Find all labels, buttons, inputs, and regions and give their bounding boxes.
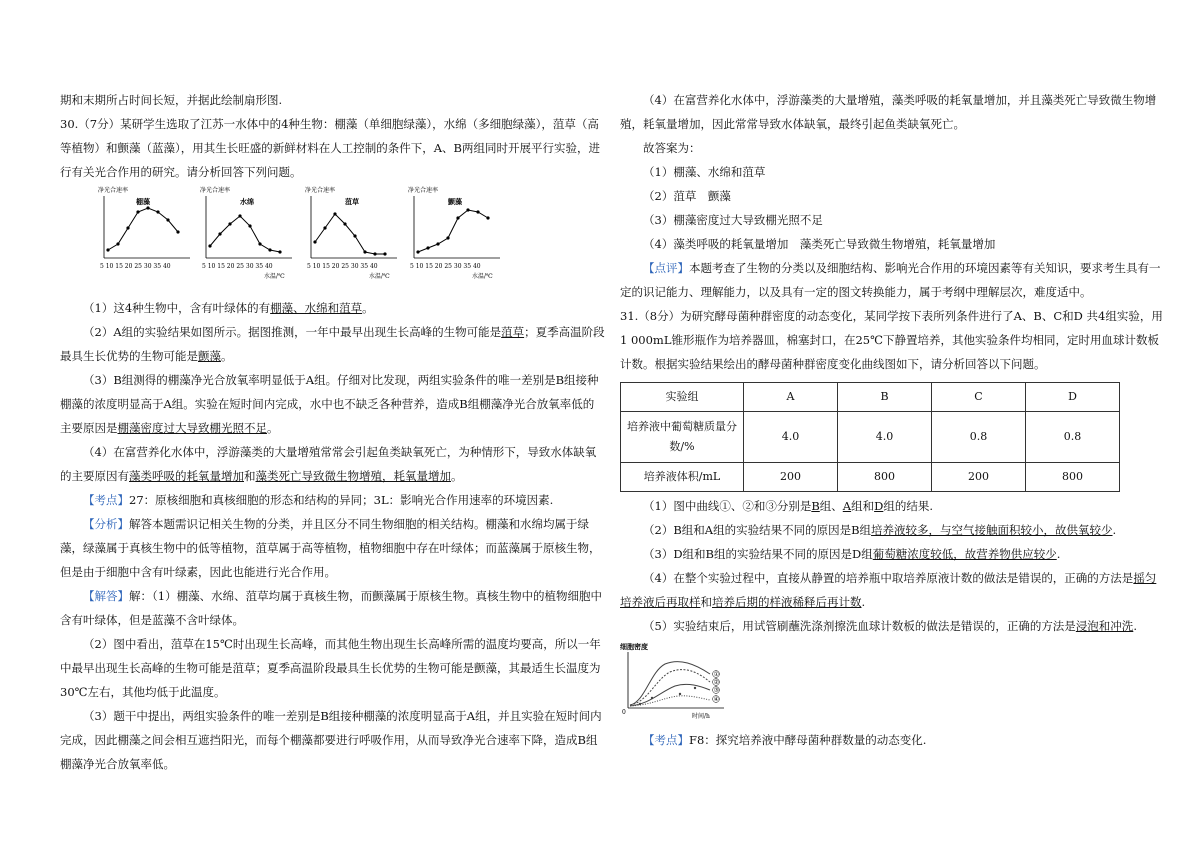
table-cell: A xyxy=(744,383,838,412)
answer-blank: 培养后期的样液稀释后再计数 xyxy=(712,595,862,609)
table-cell: C xyxy=(932,383,1026,412)
answer-blank: 藻类呼吸的耗氧量增加 xyxy=(129,469,244,483)
chart-ylabel: 净光合速率 xyxy=(98,187,129,194)
chart-title: 菹草 xyxy=(345,197,359,206)
chart-title: 棚藻 xyxy=(136,197,150,206)
kaodian-tag: 【考点】 xyxy=(643,733,689,747)
question-31: 31.（8分）为研究酵母菌种群密度的动态变化，某同学按下表所列条件进行了A、B、C和D 共4组实验，用1 000mL锥形瓶作为培养器皿，棉塞封口，在25℃下静置培养，其他实验条件均相同，定时用血球计数板计数。根据实验结果绘出的酵母菌种群密度变化曲线图如下，请分析回答以下问题。 xyxy=(620,309,1163,371)
experiment-table xyxy=(620,382,1120,492)
answer-1: （1）棚藻、水绵和菹草 xyxy=(643,165,766,179)
table-cell: 培养液中葡萄糖质量分数/% xyxy=(621,412,744,463)
sub-question-1: （1）这4种生物中，含有叶绿体的有棚藻、水绵和菹草。 xyxy=(83,301,374,315)
chart-xlabel: 水温/℃ xyxy=(472,273,493,280)
answer-blank: 培养液较多，与空气接触面积较小，故供氧较少 xyxy=(871,523,1113,537)
answer-blank: 摇匀培养液后再取样 xyxy=(620,571,1157,609)
answer-blank: B xyxy=(811,499,820,513)
dianping: 【点评】本题考查了生物的分类以及细胞结构、影响光合作用的环境因素等有关知识，要求考生具有一定的识记能力、理解能力，以及具有一定的图文转换能力，属于考纲中理解层次，难度适中。 xyxy=(620,261,1161,299)
answer-2: （2）菹草 颤藻 xyxy=(643,189,731,203)
chart-pengzao xyxy=(98,186,193,281)
answer-blank: 浸泡和冲洗 xyxy=(1075,619,1134,633)
jieda: 【解答】解：（1）棚藻、水绵、菹草均属于真核生物，而颤藻属于原核生物。真核生物中的植物细胞中含有叶绿体，但是蓝藻不含叶绿体。 xyxy=(60,589,603,627)
jieda-tag: 【解答】 xyxy=(83,589,129,603)
kaodian-tag: 【考点】 xyxy=(83,493,129,507)
chart-ylabel: 净光合速率 xyxy=(408,187,439,194)
chart-ticks: 5 10 15 20 25 30 35 40 xyxy=(202,263,273,270)
table-cell: 200 xyxy=(932,463,1026,492)
paragraph: 期和末期所占时间长短，并据此绘制扇形图. xyxy=(60,93,283,107)
table-row xyxy=(621,463,1120,492)
left-column xyxy=(60,88,605,776)
fenxi: 【分析】解答本题需识记相关生物的分类，并且区分不同生物细胞的相关结构。棚藻和水绵均属于绿藻，绿藻属于真核生物中的低等植物，菹草属于高等植物，植物细胞中存在叶绿体；而蓝藻属于原核生物，但是由于细胞中含有叶绿素，因此也能进行光合作用。 xyxy=(60,517,601,579)
chart-ticks: 5 10 15 20 25 30 35 40 xyxy=(100,263,171,270)
table-cell: 200 xyxy=(744,463,838,492)
sub-answer-3: （3）D组和B组的实验结果不同的原因是D组葡萄糖浓度较低，故营养物供应较少. xyxy=(643,547,1061,561)
kaodian-31: 【考点】F8：探究培养液中酵母菌种群数量的动态变化. xyxy=(643,733,927,747)
chart-ylabel: 细胞密度 xyxy=(620,642,648,651)
table-cell: 实验组 xyxy=(621,383,744,412)
curve-label: ① xyxy=(713,671,719,678)
sub-answer-1: （1）图中曲线①、②和③分别是B组、A组和D组的结果. xyxy=(643,499,933,513)
answer-heading: 故答案为： xyxy=(643,141,701,155)
jieda-4: （4）在富营养化水体中，浮游藻类的大量增殖，藻类呼吸的耗氧量增加，并且藻类死亡导致微生物增殖，耗氧量增加，因此常常导致水体缺氧，最终引起鱼类缺氧死亡。 xyxy=(620,93,1157,131)
answer-blank: 藻类死亡导致微生物增殖，耗氧量增加 xyxy=(255,469,451,483)
sub-question-4: （4）在富营养化水体中，浮游藻类的大量增殖常常会引起鱼类缺氧死亡，为种情形下，导致水体缺氧的主要原因有藻类呼吸的耗氧量增加和藻类死亡导致微生物增殖，耗氧量增加。 xyxy=(60,445,597,483)
answer-blank: 葡萄糖浓度较低，故营养物供应较少 xyxy=(872,547,1057,561)
table-cell: 0.8 xyxy=(932,412,1026,463)
table-cell: 0.8 xyxy=(1026,412,1120,463)
sub-answer-5: （5）实验结束后，用试管刷蘸洗涤剂擦洗血球计数板的做法是错误的，正确的方法是浸泡和冲洗. xyxy=(643,619,1137,633)
chart-ticks: 5 10 15 20 25 30 35 40 xyxy=(307,263,378,270)
chart-xlabel: 水温/℃ xyxy=(264,273,285,280)
chart-chanzao xyxy=(408,186,503,281)
curve-label: ④ xyxy=(713,696,719,703)
answer-blank: D xyxy=(874,499,884,513)
chart-origin: 0 xyxy=(622,709,626,716)
sub-answer-4: （4）在整个实验过程中，直接从静置的培养瓶中取培养原液计数的做法是错误的，正确的方法是摇匀培养液后再取样和培养后期的样液稀释后再计数. xyxy=(620,571,1157,609)
right-column xyxy=(620,88,1165,752)
answer-blank: 棚藻、水绵和菹草 xyxy=(270,301,363,315)
question-30: 30.（7分）某研学生选取了江苏一水体中的4种生物：棚藻（单细胞绿藻），水绵（多细胞绿藻），菹草（高等植物）和颤藻（蓝藻），用其生长旺盛的新鲜材料在人工控制的条件下，A、B两组同时开展平行实验，进行有关光合作用的研究。请分析回答下列问题。 xyxy=(60,117,601,179)
chart-ticks: 5 10 15 20 25 30 35 40 xyxy=(410,263,481,270)
fenxi-tag: 【分析】 xyxy=(83,517,129,531)
answer-3: （3）棚藻密度过大导致棚光照不足 xyxy=(643,213,823,227)
sub-answer-2: （2）B组和A组的实验结果不同的原因是B组培养液较多，与空气接触面积较小，故供氧较少. xyxy=(643,523,1117,537)
chart-xlabel: 水温/℃ xyxy=(369,273,390,280)
jieda-2: （2）图中看出，菹草在15℃时出现生长高峰，而其他生物出现生长高峰所需的温度均要高，所以一年中最早出现生长高峰的生物可能是菹草；夏季高温阶段最具生长优势的生物可能是颤藻，其最适生长温度为30℃左右，其他均低于此温度。 xyxy=(60,637,601,699)
temperature-charts xyxy=(60,186,605,296)
curve-label: ② xyxy=(713,679,719,686)
table-cell: 800 xyxy=(1026,463,1120,492)
chart-title: 颤藻 xyxy=(448,197,462,206)
table-cell: 4.0 xyxy=(838,412,932,463)
table-header-row xyxy=(621,383,1120,412)
sub-question-3: （3）B组测得的棚藻净光合放氧率明显低于A组。仔细对比发现，两组实验条件的唯一差别是B组接种棚藻的浓度明显高于A组。实验在短时间内完成，水中也不缺乏各种营养，造成B组棚藻净光合放氧率低的主要原因是棚藻密度过大导致棚光照不足。 xyxy=(60,373,599,435)
chart-shuimian xyxy=(200,186,295,281)
answer-4: （4）藻类呼吸的耗氧量增加 藻类死亡导致微生物增殖，耗氧量增加 xyxy=(643,237,996,251)
chart-xlabel: 时间/h xyxy=(692,713,710,720)
answer-blank: A xyxy=(842,499,852,513)
table-cell: B xyxy=(838,383,932,412)
curve-label: ③ xyxy=(713,687,719,694)
chart-title: 水绵 xyxy=(240,197,254,206)
jieda-3: （3）题干中提出，两组实验条件的唯一差别是B组接种棚藻的浓度明显高于A组，并且实验在短时间内完成，因此棚藻之间会相互遮挡阳光，而每个棚藻都要进行呼吸作用，从而导致净光合速率下降，造成B组棚藻净光合放氧率低。 xyxy=(60,709,602,771)
answer-blank: 棚藻密度过大导致棚光照不足 xyxy=(117,421,267,435)
answer-blank: 颤藻 xyxy=(198,349,221,363)
dianping-tag: 【点评】 xyxy=(643,261,689,275)
yeast-density-chart xyxy=(620,642,730,720)
table-cell: 800 xyxy=(838,463,932,492)
table-cell: D xyxy=(1026,383,1120,412)
chart-ylabel: 净光合速率 xyxy=(200,187,231,194)
chart-zucao xyxy=(305,186,400,281)
table-cell: 4.0 xyxy=(744,412,838,463)
chart-ylabel: 净光合速率 xyxy=(305,187,336,194)
table-row xyxy=(621,412,1120,463)
sub-question-2: （2）A组的实验结果如图所示。据图推测，一年中最早出现生长高峰的生物可能是菹草；夏季高温阶段最具生长优势的生物可能是颤藻。 xyxy=(60,325,605,363)
kaodian: 【考点】27：原核细胞和真核细胞的形态和结构的异同；3L：影响光合作用速率的环境因素. xyxy=(83,493,554,507)
table-cell: 培养液体积/mL xyxy=(621,463,744,492)
answer-blank: 菹草 xyxy=(501,325,525,339)
